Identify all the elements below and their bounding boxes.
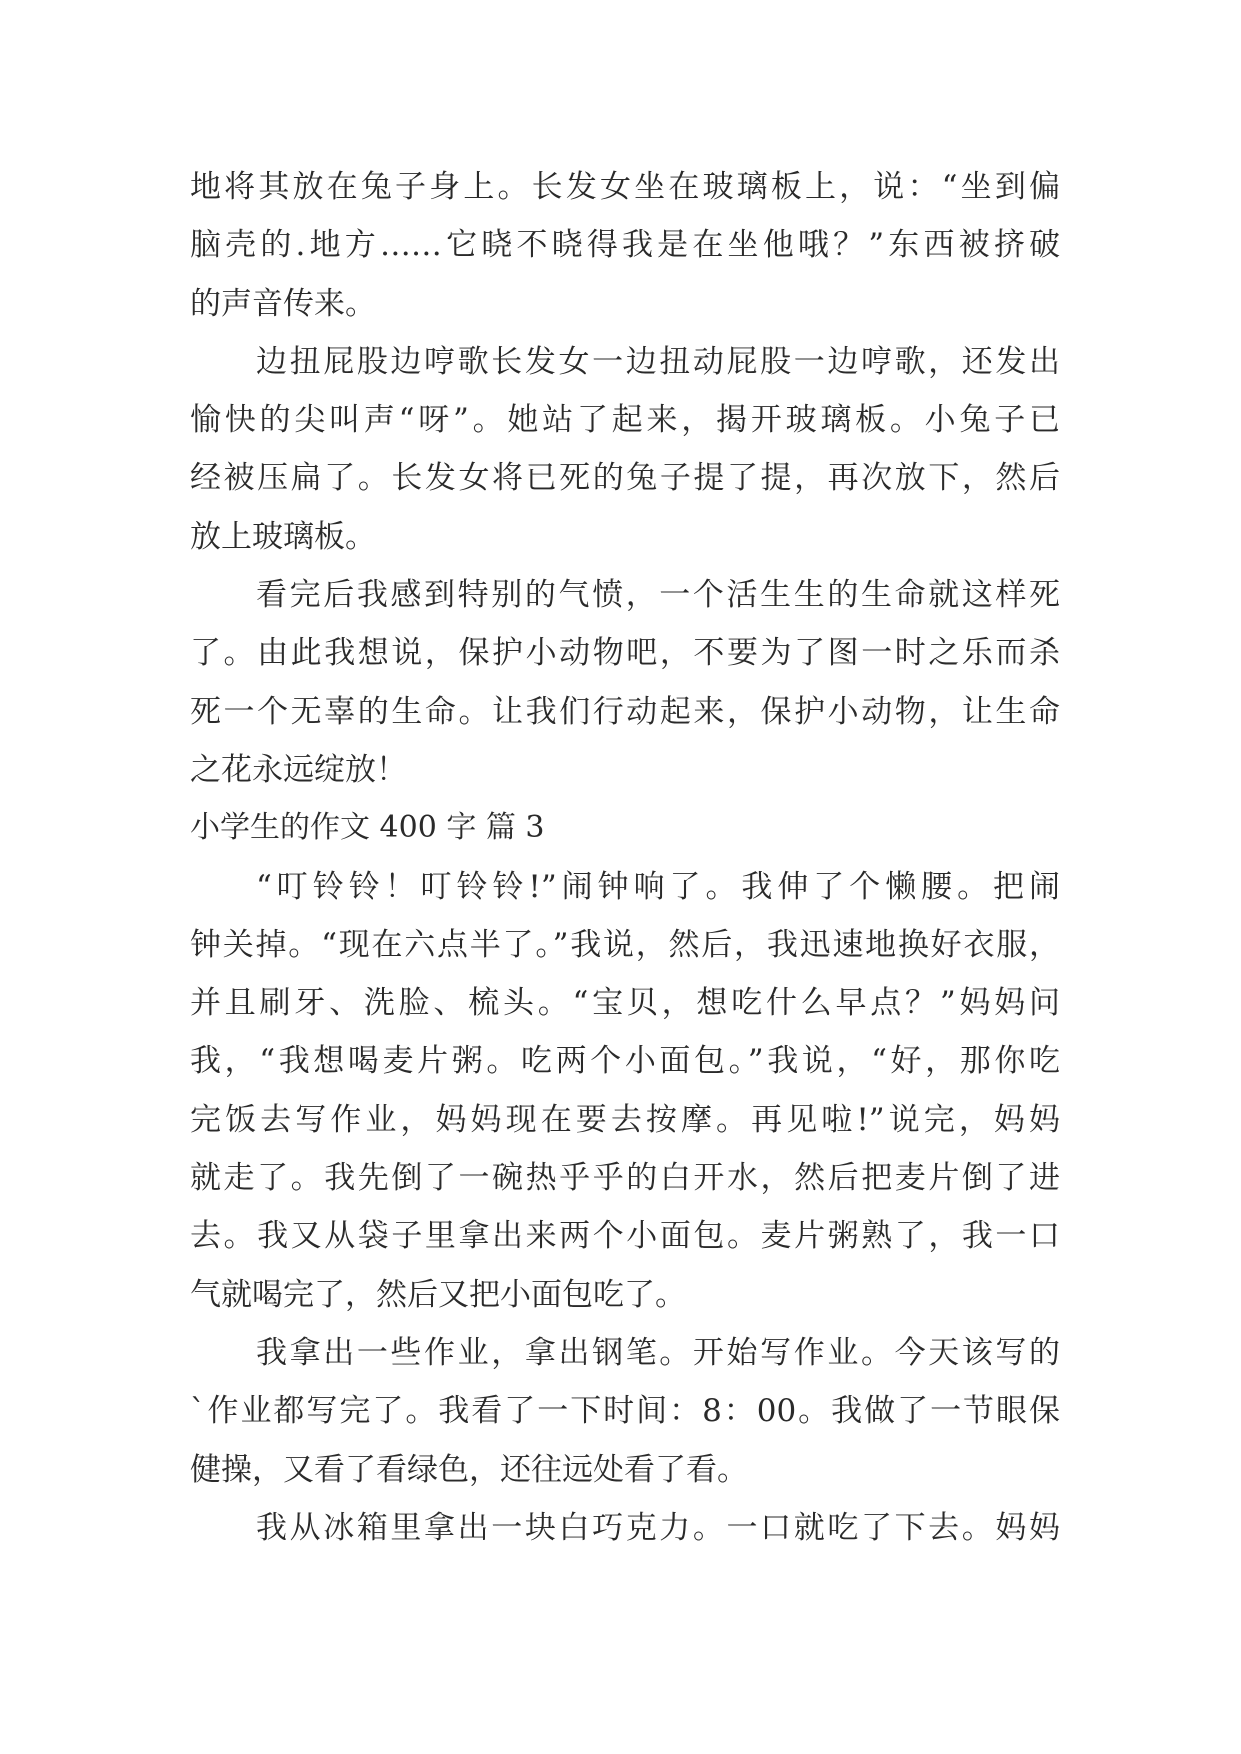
text-line: 经被压扁了。长发女将已死的兔子提了提，再次放下，然后 <box>190 460 1060 497</box>
text-line: 死一个无辜的生命。让我们行动起来，保护小动物，让生命 <box>190 693 1060 730</box>
text-line: 健操，又看了看绿色，还往远处看了看。 <box>190 1451 748 1488</box>
text-line: 愉快的尖叫声“呀”。她站了起来，揭开玻璃板。小兔子已 <box>190 402 1060 439</box>
section-heading: 小学生的作文 400 字 篇 3 <box>190 810 545 846</box>
text-line: 我从冰箱里拿出一块白巧克力。一口就吃了下去。妈妈 <box>256 1509 1060 1546</box>
text-line: 去。我又从袋子里拿出来两个小面包。麦片粥熟了，我一口 <box>190 1218 1060 1255</box>
text-line: 的声音传来。 <box>190 285 376 322</box>
paragraph-alarm-clock <box>190 858 1060 1324</box>
text-line: 我拿出一些作业，拿出钢笔。开始写作业。今天该写的 <box>256 1334 1060 1371</box>
text-line: `作业都写完了。我看了一下时间：8：00。我做了一节眼保 <box>190 1393 1060 1430</box>
text-line: 了。由此我想说，保护小动物吧，不要为了图一时之乐而杀 <box>190 635 1060 672</box>
paragraph-homework <box>190 1324 1060 1499</box>
paragraph-long-hair-woman <box>190 333 1060 566</box>
document-body <box>190 158 1060 1557</box>
text-line: 并且刷牙、洗脸、梳头。“宝贝，想吃什么早点？”妈妈问 <box>190 985 1060 1022</box>
text-line: “叮铃铃！叮铃铃!”闹钟响了。我伸了个懒腰。把闹 <box>256 868 1060 905</box>
paragraph-rabbit-glass <box>190 158 1060 333</box>
text-line: 放上玻璃板。 <box>190 518 376 555</box>
text-line: 完饭去写作业，妈妈现在要去按摩。再见啦!”说完，妈妈 <box>190 1101 1060 1138</box>
text-line: 脑壳的.地方……它晓不晓得我是在坐他哦？”东西被挤破 <box>190 227 1060 264</box>
paragraph-protect-animals <box>190 566 1060 799</box>
text-line: 就走了。我先倒了一碗热乎乎的白开水，然后把麦片倒了进 <box>190 1160 1060 1197</box>
text-line: 钟关掉。“现在六点半了。”我说，然后，我迅速地换好衣服， <box>190 926 1060 963</box>
text-line: 我，“我想喝麦片粥。吃两个小面包。”我说，“好，那你吃 <box>190 1043 1060 1080</box>
text-line: 边扭屁股边哼歌长发女一边扭动屁股一边哼歌，还发出 <box>256 343 1060 380</box>
text-line: 地将其放在兔子身上。长发女坐在玻璃板上，说：“坐到偏 <box>190 169 1060 205</box>
text-line: 之花永远绽放！ <box>190 751 407 788</box>
paragraph-chocolate <box>190 1499 1060 1557</box>
text-line: 看完后我感到特别的气愤，一个活生生的生命就这样死 <box>256 577 1060 614</box>
text-line: 气就喝完了，然后又把小面包吃了。 <box>190 1276 686 1313</box>
